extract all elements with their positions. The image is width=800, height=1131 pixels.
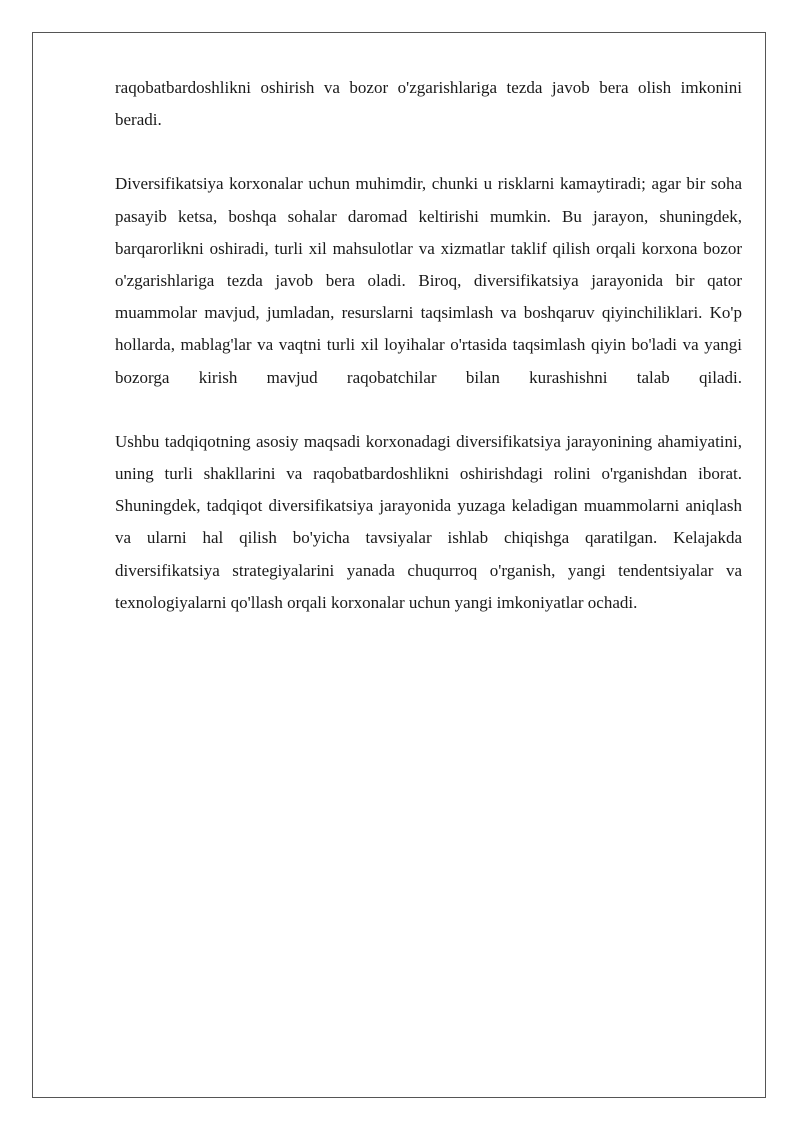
- paragraph-3: Ushbu tadqiqotning asosiy maqsadi korxonadagi diversifikatsiya jarayonining ahamiyatini, uning turli shakllarini va raqobatbardoshlikni oshirishdagi rolini o'rganishdan iborat. Shuningdek, tadqiqot diversifikatsiya jarayonida yuzaga keladigan muammolarni aniqlash va ularni hal qilish bo'yicha tavsiyalar ishlab chiqishga qaratilgan. Kelajakda diversifikatsiya strategiyalarini yanada chuqurroq o'rganish, yangi tendentsiyalar va texnologiyalarni qo'llash orqali korxonalar uchun yangi imkoniyatlar ochadi.: [115, 431, 742, 612]
- document-body: [115, 72, 742, 651]
- paragraph-1: raqobatbardoshlikni oshirish va bozor o'zgarishlariga tezda javob bera olish imkonini beradi.: [115, 78, 742, 130]
- paragraph-2: Diversifikatsiya korxonalar uchun muhimdir, chunki u risklarni kamaytiradi; agar bir soha pasayib ketsa, boshqa sohalar daromad keltirishi mumkin. Bu jarayon, shuningdek, barqarorlikni oshiradi, turli xil mahsulotlar va xizmatlar taklif qilish orqali korxona bozor o'zgarishlariga tezda javob bera oladi. Biroq, diversifikatsiya jarayonida bir qator muammolar mavjud, jumladan, resurslarni taqsimlash va boshqaruv qiyinchiliklari. Ko'p hollarda, mablag'lar va vaqtni turli xil loyihalar o'rtasida taqsimlash qiyin bo'ladi va yangi bozorga kirish mavjud raqobatchilar bilan kurashishni talab qiladi.: [115, 174, 742, 387]
